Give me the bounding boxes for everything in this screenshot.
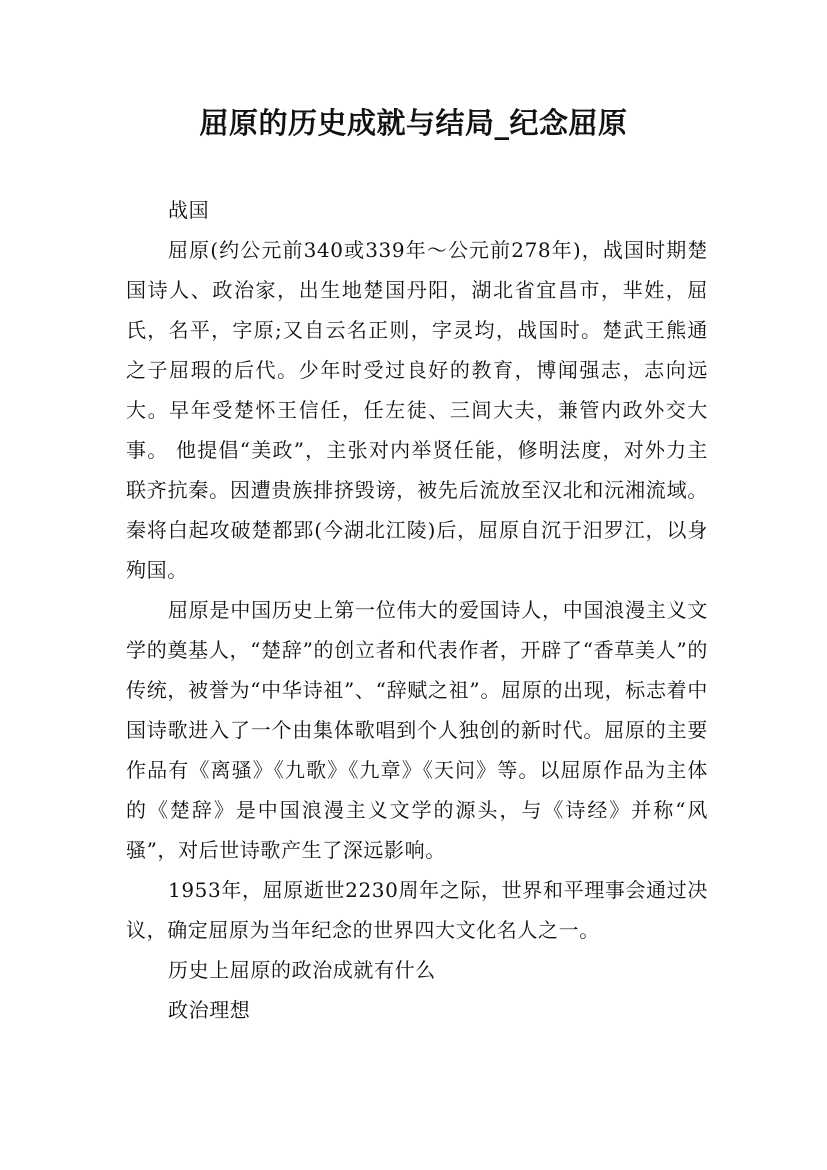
paragraph-commemoration: 1953年，屈原逝世2230周年之际，世界和平理事会通过决议，确定屈原为当年纪念的世界四大文化名人之一。 [126,878,708,942]
paragraph-biography: 屈原(约公元前340或339年～公元前278年)，战国时期楚国诗人、政治家，出生地楚国丹阳，湖北省宜昌市，芈姓，屈氏，名平，字原;又自云名正则，字灵均，战国时。楚武王熊通之子屈瑕的后代。少年时受过良好的教育，博闻强志，志向远大。早年受楚怀王信任，任左徒、三闾大夫，兼管内政外交大事。 他提倡“美政”，主张对内举贤任能，修明法度，对外力主联齐抗秦。因遭贵族排挤毁谤，被先后流放至汉北和沅湘流域。秦将白起攻破楚都郢(今湖北江陵)后，屈原自沉于汨罗江，以身殉国。 [126,238,708,582]
document-body [126,190,708,1030]
paragraph-section-heading: 历史上屈原的政治成就有什么 [168,958,436,982]
paragraph-subheading: 政治理想 [168,998,251,1022]
document-title: 屈原的历史成就与结局_纪念屈原 [199,106,628,140]
paragraph-legacy: 屈原是中国历史上第一位伟大的爱国诗人，中国浪漫主义文学的奠基人，“楚辞”的创立者和代表作者，开辟了“香草美人”的传统，被誉为“中华诗祖”、“辞赋之祖”。屈原的出现，标志着中国诗歌进入了一个由集体歌唱到个人独创的新时代。屈原的主要作品有《离骚》《九歌》《九章》《天问》等。以屈原作品为主体的《楚辞》是中国浪漫主义文学的源头，与《诗经》并称“风骚”，对后世诗歌产生了深远影响。 [126,598,708,862]
paragraph-era: 战国 [168,198,210,222]
